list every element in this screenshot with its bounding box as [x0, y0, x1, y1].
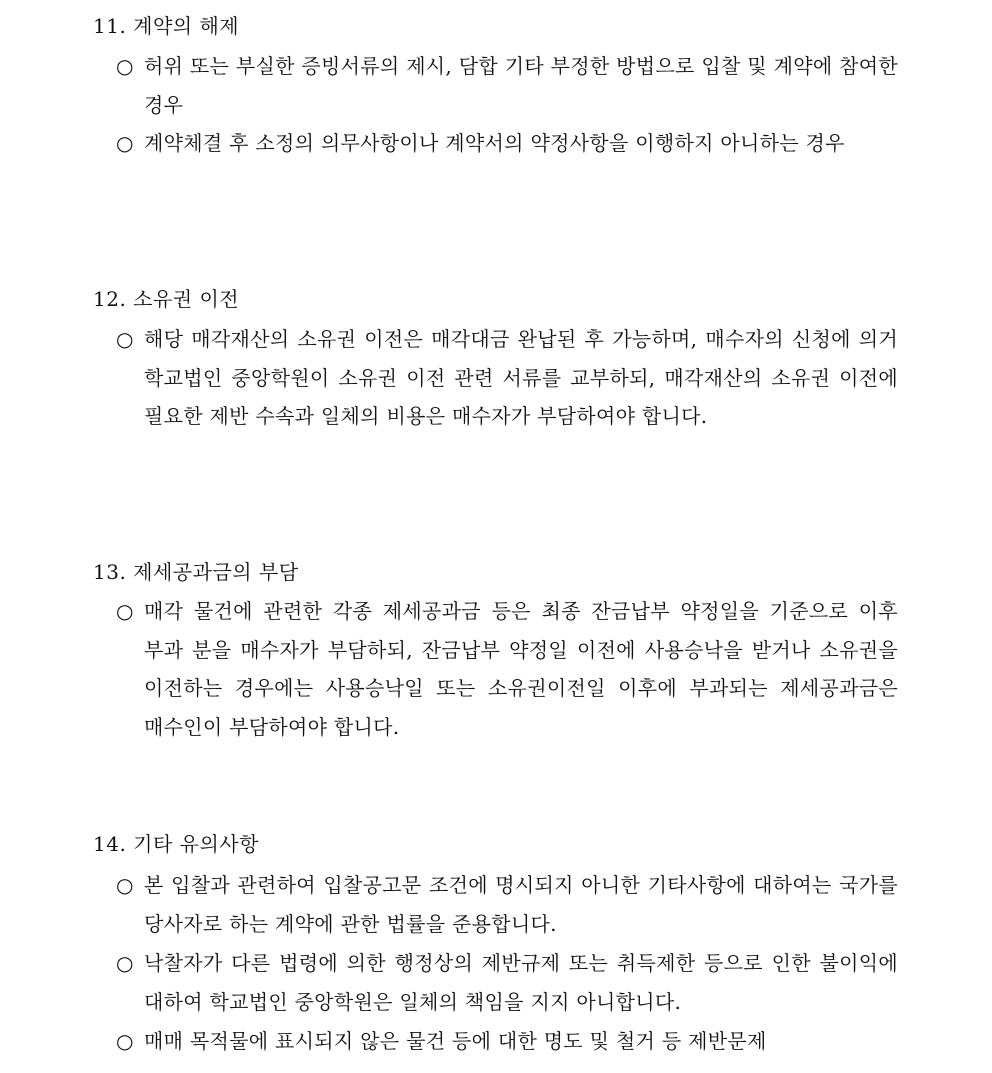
list-item: [116, 592, 898, 746]
list-item: [116, 320, 898, 436]
list-item-text: 낙찰자가 다른 법령에 의한 행정상의 제반규제 또는 취득제한 등으로 인한 불이익에 대하여 학교법인 중앙학원은 일체의 책임을 지지 아니합니다.: [144, 951, 898, 1014]
section-heading-12: 12. 소유권 이전: [93, 287, 240, 311]
list-item-text: 매각 물건에 관련한 각종 제세공과금 등은 최종 잔금납부 약정일을 기준으로 이후 부과 분을 매수자가 부담하되, 잔금납부 약정일 이전에 사용승낙을 받거나 소유권을 이전하는 경우에는 사용승낙일 또는 소유권이전일 이후에 부과되는 제세공과금은 매수인이 부담하여야 합니다.: [144, 599, 898, 739]
list-item-text: 해당 매각재산의 소유권 이전은 매각대금 완납된 후 가능하며, 매수자의 신청에 의거 학교법인 중앙학원이 소유권 이전 관련 서류를 교부하되, 매각재산의 소유권 이전에 필요한 제반 수속과 일체의 비용은 매수자가 부담하여야 합니다.: [144, 327, 898, 428]
list-item-text: 매매 목적물에 표시되지 않은 물건 등에 대한 명도 및 철거 등 제반문제: [144, 1029, 767, 1053]
bullet-circle-icon: ○: [116, 873, 134, 897]
bullet-circle-icon: ○: [116, 131, 134, 155]
list-item: [116, 1022, 898, 1061]
bullet-circle-icon: ○: [116, 951, 134, 975]
bullet-circle-icon: ○: [116, 327, 134, 351]
bullet-circle-icon: ○: [116, 599, 134, 623]
section-heading-14: 14. 기타 유의사항: [93, 832, 259, 856]
list-item: [116, 944, 898, 1021]
list-item-text: 계약체결 후 소정의 의무사항이나 계약서의 약정사항을 이행하지 아니하는 경우: [144, 131, 845, 155]
list-item-text: 허위 또는 부실한 증빙서류의 제시, 담합 기타 부정한 방법으로 입찰 및 계약에 참여한 경우: [144, 54, 898, 117]
bullet-circle-icon: ○: [116, 54, 134, 78]
bullet-circle-icon: ○: [116, 1029, 134, 1053]
section-heading-11: 11. 계약의 해제: [93, 14, 240, 38]
list-item-text: 본 입찰과 관련하여 입찰공고문 조건에 명시되지 아니한 기타사항에 대하여는 국가를 당사자로 하는 계약에 관한 법률을 준용합니다.: [144, 873, 898, 936]
section-heading-13: 13. 제세공과금의 부담: [93, 560, 299, 584]
list-item: [116, 124, 898, 163]
list-item: [116, 866, 898, 943]
list-item: [116, 47, 898, 124]
